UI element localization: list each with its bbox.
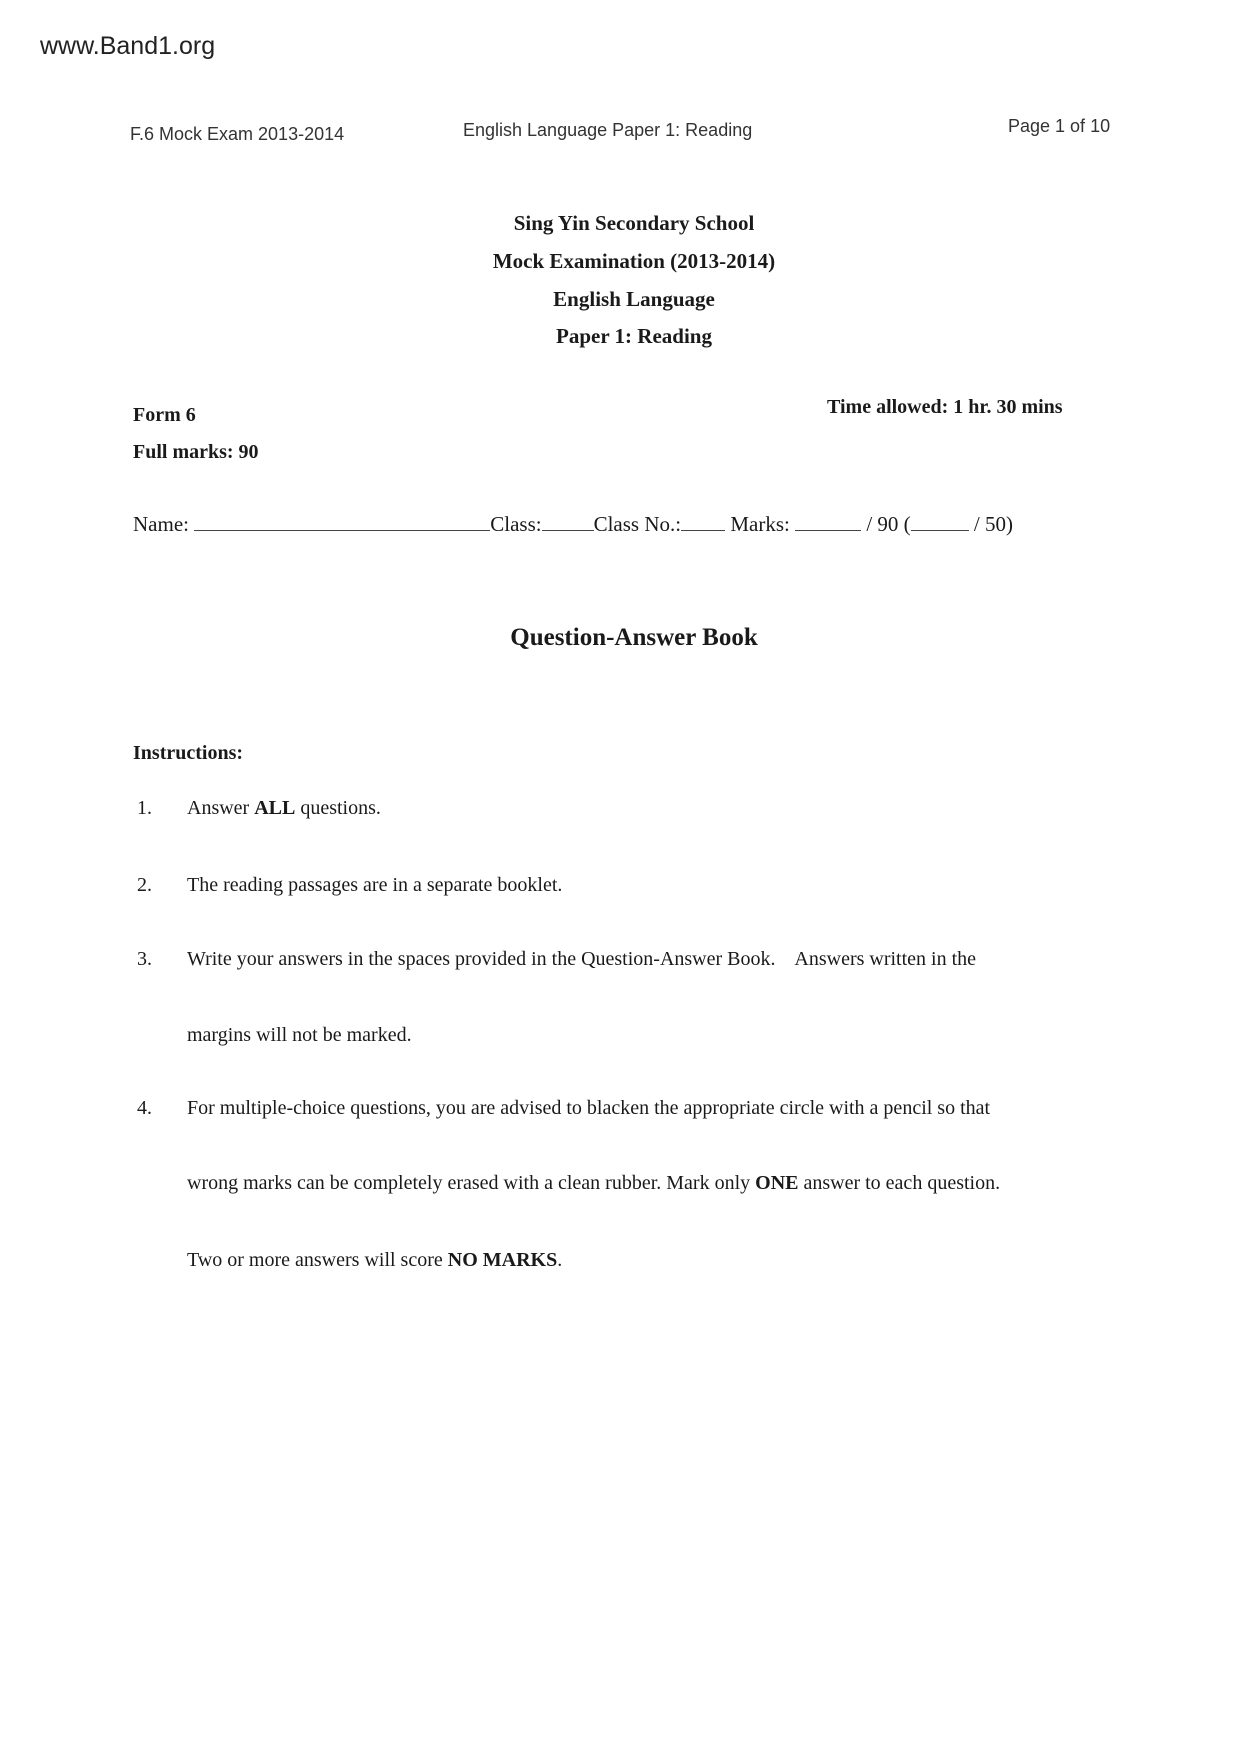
emphasis-text: ONE (755, 1172, 799, 1194)
watermark-url: www.Band1.org (40, 32, 216, 60)
marks-label: Marks: (730, 512, 790, 536)
instruction-line (187, 1024, 412, 1047)
instruction-line (187, 948, 976, 971)
marks-scaled-field[interactable] (911, 512, 969, 531)
instruction-number: 2. (137, 874, 152, 896)
instructions-heading: Instructions: (133, 742, 244, 764)
header-exam: F.6 Mock Exam 2013-2014 (130, 124, 345, 144)
school-name: Sing Yin Secondary School (513, 211, 755, 235)
instruction-number: 3. (137, 948, 152, 970)
instruction-line (187, 1172, 1000, 1195)
instruction-text: wrong marks can be completely erased with a clean rubber. Mark only (187, 1172, 756, 1194)
instruction-text: answer to each question. (798, 1172, 1001, 1194)
instruction-text: margins will not be marked. (187, 1024, 412, 1046)
instruction-text: questions. (295, 797, 381, 819)
marks-field[interactable] (795, 512, 861, 531)
marks-scaled-total: / 50) (973, 512, 1013, 536)
class-field[interactable] (542, 512, 594, 531)
instruction-text: For multiple-choice questions, you are advised to blacken the appropriate circle with a pencil so that (187, 1097, 991, 1119)
instruction-number: 4. (137, 1097, 152, 1119)
instruction-line (187, 874, 562, 897)
instruction-text: Write your answers in the spaces provided in the Question-Answer Book. Answers written in the (187, 948, 977, 970)
instruction-line (187, 1097, 990, 1120)
form-label: Form 6 (133, 404, 196, 426)
instruction-text: Answer (187, 797, 255, 819)
emphasis-text: ALL (254, 797, 296, 819)
header-page-number: Page 1 of 10 (1008, 116, 1111, 136)
name-field[interactable] (194, 512, 490, 531)
student-info-row (133, 512, 1013, 537)
book-title: Question-Answer Book (510, 624, 758, 651)
paper-name: Paper 1: Reading (556, 324, 712, 348)
name-label: Name: (133, 512, 189, 536)
time-allowed-label: Time allowed: 1 hr. 30 mins (827, 396, 1063, 418)
emphasis-text: NO MARKS (447, 1249, 558, 1271)
class-no-field[interactable] (681, 512, 725, 531)
header-paper: English Language Paper 1: Reading (463, 120, 753, 140)
class-no-label: Class No.: (593, 512, 682, 536)
full-marks-label: Full marks: 90 (133, 441, 259, 463)
class-label: Class: (490, 512, 542, 536)
instruction-number: 1. (137, 797, 152, 819)
instruction-text: . (557, 1249, 563, 1271)
exam-name: Mock Examination (2013-2014) (492, 249, 776, 273)
subject-name: English Language (553, 287, 715, 311)
instruction-line (187, 1249, 562, 1272)
instruction-text: The reading passages are in a separate booklet. (187, 874, 563, 896)
instruction-line (187, 797, 381, 820)
instruction-text: Two or more answers will score (187, 1249, 448, 1271)
marks-total: / 90 ( (866, 512, 911, 536)
